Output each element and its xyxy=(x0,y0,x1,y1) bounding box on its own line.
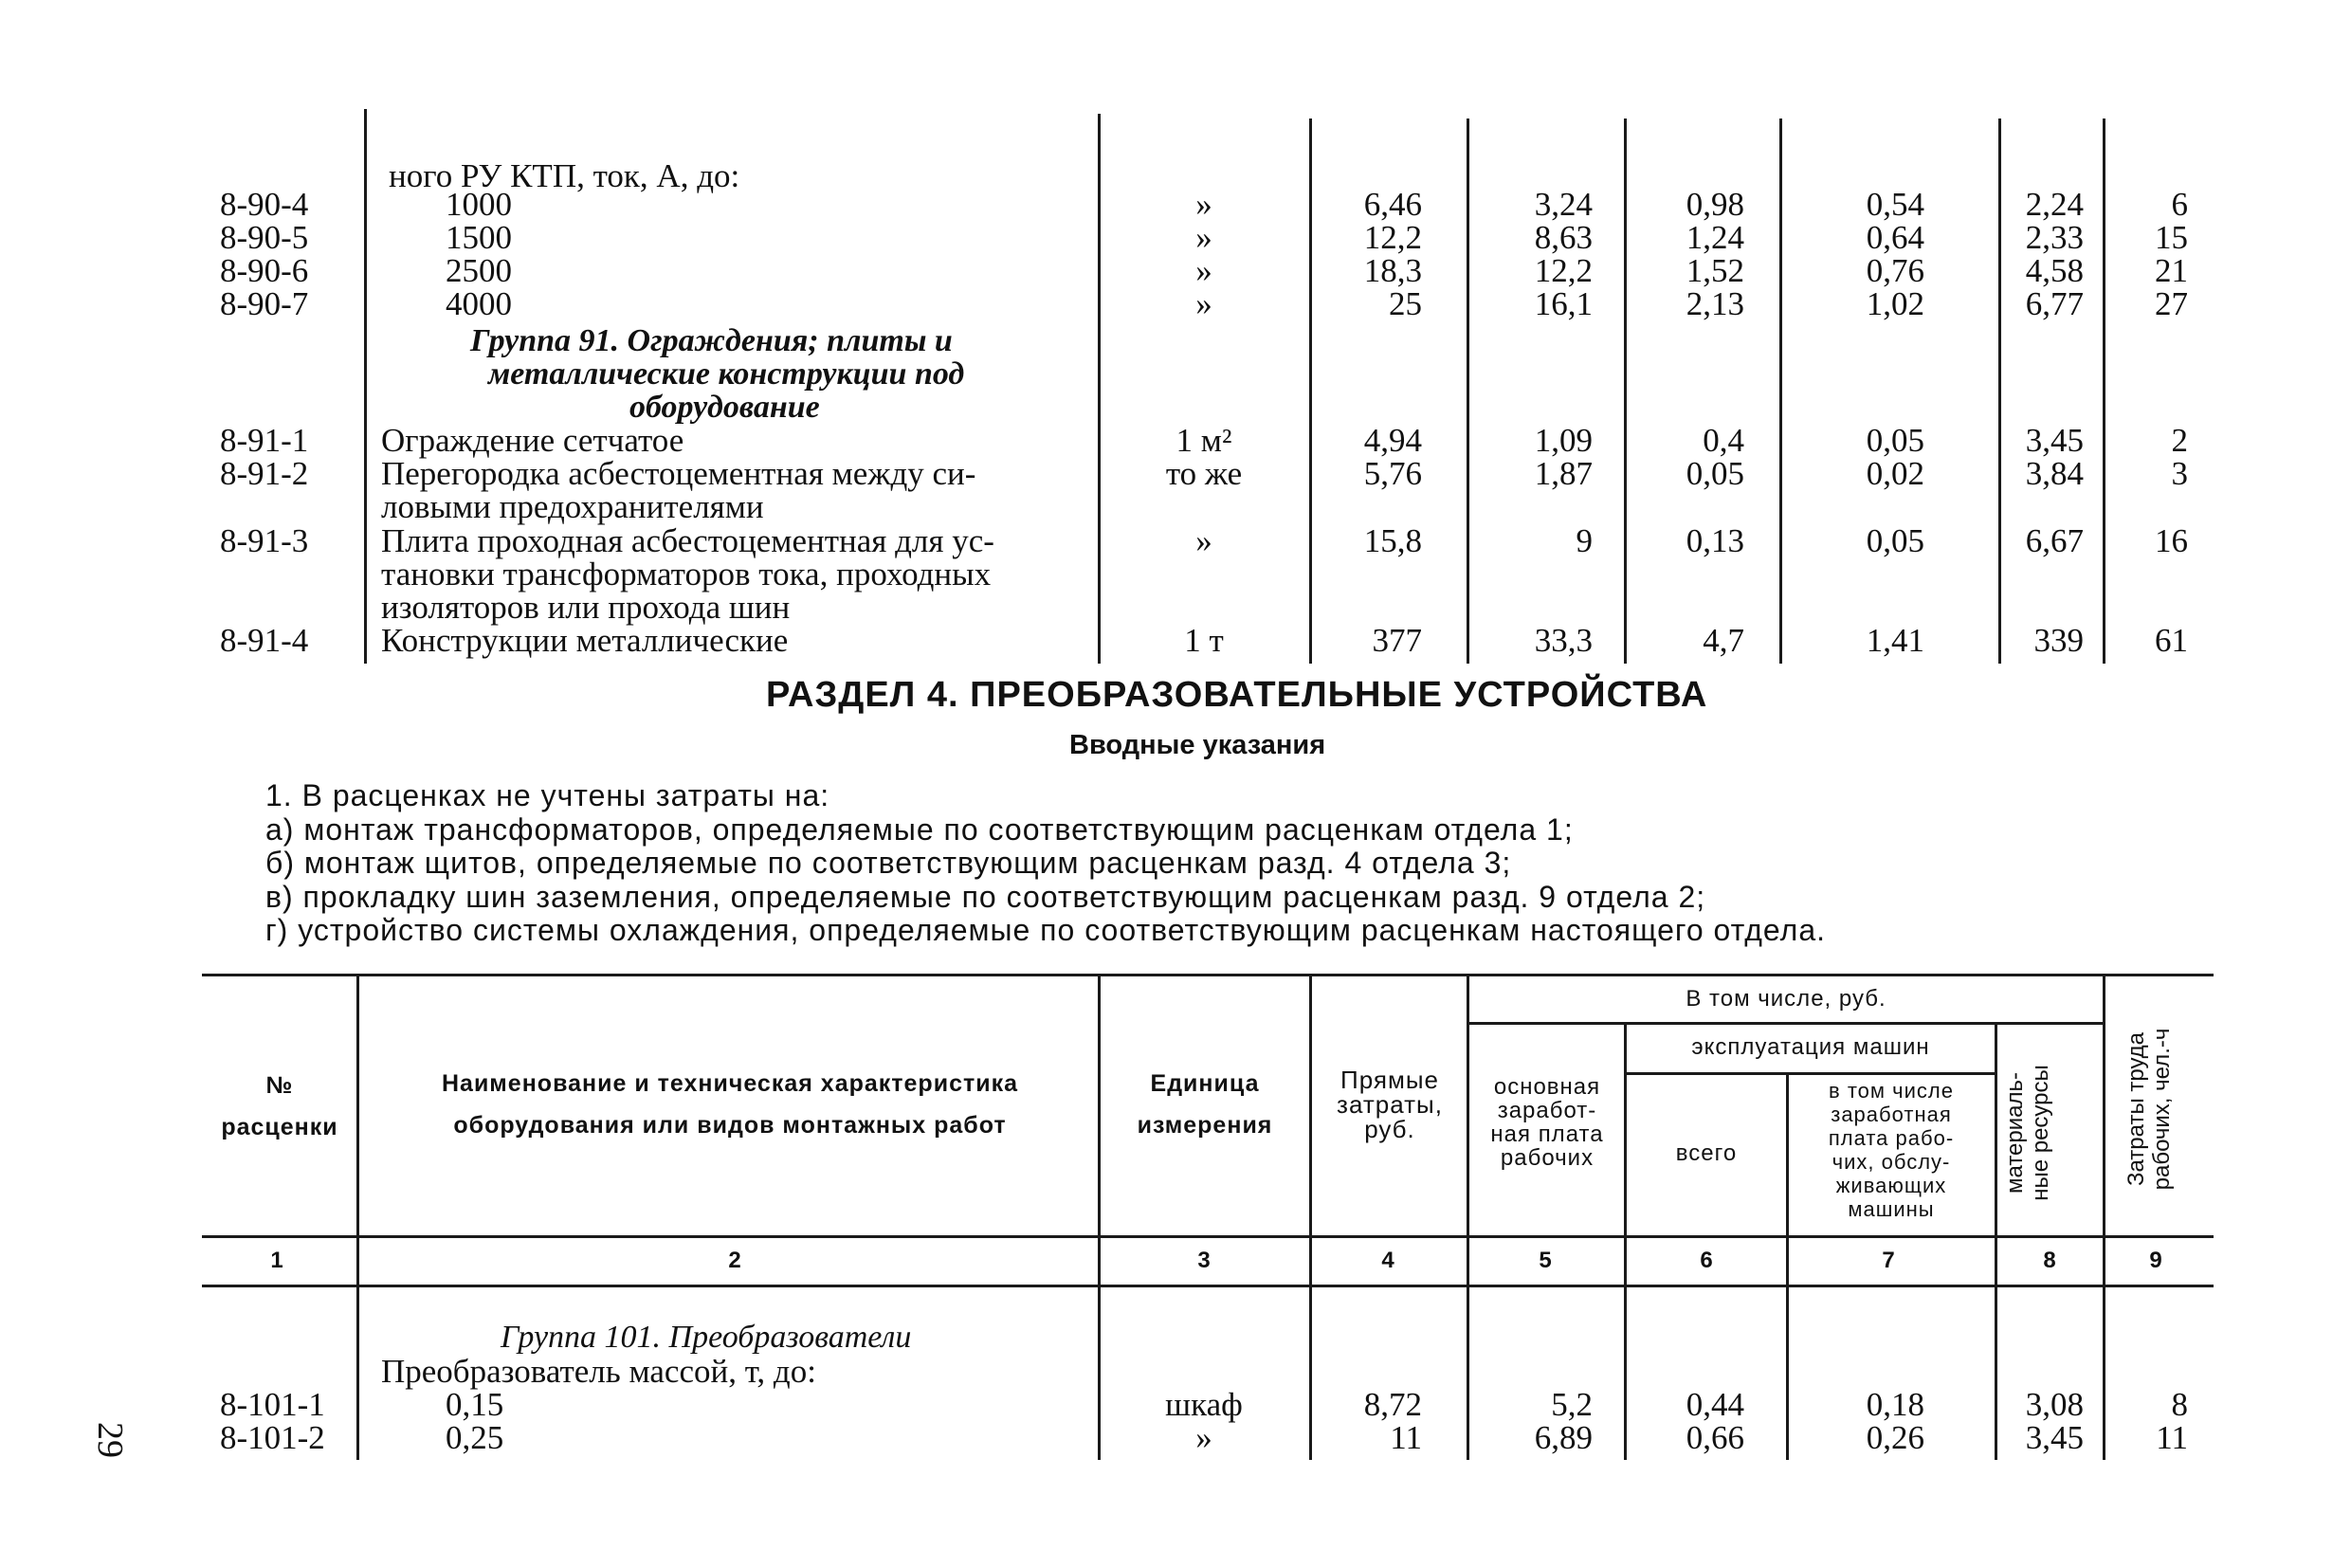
col-number-8: 8 xyxy=(2043,1248,2056,1273)
row-c-code: 8-101-2 xyxy=(220,1419,325,1456)
row-b-direct: 4,94 xyxy=(1363,422,1422,459)
row-a-mat: 2,33 xyxy=(2025,219,2084,256)
row-b-name-line: Ограждение сетчатое xyxy=(381,422,684,459)
row-b-unit: 1 т xyxy=(1184,622,1224,659)
row-a-mat: 6,77 xyxy=(2025,285,2084,322)
row-b-wage: 1,87 xyxy=(1534,455,1593,492)
row-c-mach_wage: 0,18 xyxy=(1866,1386,1924,1423)
row-b-mat: 3,84 xyxy=(2025,455,2084,492)
row-c-name: 0,15 xyxy=(446,1386,504,1423)
hdr-mach-wage: в том числе заработная плата рабо- чих, обслу- живающих машины xyxy=(1828,1079,1955,1221)
row-a-mach: 0,98 xyxy=(1686,186,1744,223)
col-number-4: 4 xyxy=(1381,1248,1394,1273)
row-a-code: 8-90-7 xyxy=(220,285,309,322)
row-a-mach_wage: 0,76 xyxy=(1866,252,1924,289)
row-b-name-line: ловыми предохранителями xyxy=(381,488,764,525)
row-a-labor: 6 xyxy=(2171,186,2188,223)
row-b-code: 8-91-2 xyxy=(220,455,309,492)
row-a-mach_wage: 1,02 xyxy=(1866,285,1924,322)
row-c-direct: 11 xyxy=(1390,1419,1422,1456)
row-c-labor: 8 xyxy=(2171,1386,2188,1423)
col-number-5: 5 xyxy=(1539,1248,1552,1273)
row-c-unit: » xyxy=(1195,1419,1212,1456)
hdr-num: № расценки xyxy=(221,1072,338,1140)
row-c-mat: 3,45 xyxy=(2025,1419,2084,1456)
row-b-mach_wage: 0,05 xyxy=(1866,522,1924,559)
row-b-direct: 15,8 xyxy=(1363,522,1422,559)
row-c-unit: шкаф xyxy=(1165,1386,1243,1423)
row-b-mach: 0,05 xyxy=(1686,455,1744,492)
row-c-direct: 8,72 xyxy=(1363,1386,1422,1423)
row-a-name: 4000 xyxy=(446,285,512,322)
row-b-mat: 6,67 xyxy=(2025,522,2084,559)
row-a-wage: 16,1 xyxy=(1534,285,1593,322)
row-c-wage: 6,89 xyxy=(1534,1419,1593,1456)
row-b-labor: 16 xyxy=(2155,522,2188,559)
intro-line-a: а) монтаж трансформаторов, определяемые по соответствующим расценкам отдела 1; xyxy=(265,812,1574,847)
row-b-mach_wage: 1,41 xyxy=(1866,622,1924,659)
row-b-name-line: изоляторов или прохода шин xyxy=(381,589,791,626)
row-a-direct: 12,2 xyxy=(1363,219,1422,256)
group91-line3: оборудование xyxy=(629,390,820,425)
row-b-wage: 9 xyxy=(1576,522,1593,559)
row-a-name: 1000 xyxy=(446,186,512,223)
col-number-1: 1 xyxy=(270,1248,283,1273)
row-a-wage: 12,2 xyxy=(1534,252,1593,289)
row-a-labor: 15 xyxy=(2155,219,2188,256)
row-b-unit: то же xyxy=(1165,455,1243,492)
row-b-name-line: тановки трансформаторов тока, проходных xyxy=(381,556,992,593)
intro-line-1: 1. В расценках не учтены затраты на: xyxy=(265,778,830,812)
row-b-name-line: Плита проходная асбестоцементная для ус- xyxy=(381,522,994,559)
row-a-unit: » xyxy=(1195,219,1212,256)
hdr-incl: В том числе, руб. xyxy=(1686,986,1886,1012)
hdr-direct: Прямые затраты, руб. xyxy=(1337,1066,1443,1143)
row-a-direct: 6,46 xyxy=(1363,186,1422,223)
row-b-unit: 1 м² xyxy=(1176,422,1232,459)
row-a-wage: 8,63 xyxy=(1534,219,1593,256)
row-b-mach_wage: 0,05 xyxy=(1866,422,1924,459)
row-b-mach: 4,7 xyxy=(1703,622,1744,659)
row-b-code: 8-91-4 xyxy=(220,622,309,659)
row-b-direct: 5,76 xyxy=(1363,455,1422,492)
row-b-mach: 0,4 xyxy=(1703,422,1744,459)
row-b-wage: 33,3 xyxy=(1534,622,1593,659)
row-a-unit: » xyxy=(1195,252,1212,289)
row-b-mach_wage: 0,02 xyxy=(1866,455,1924,492)
row-a-mach_wage: 0,64 xyxy=(1866,219,1924,256)
group101-title: Группа 101. Преобразователи xyxy=(501,1320,912,1355)
row-b-mach: 0,13 xyxy=(1686,522,1744,559)
row-a-mach_wage: 0,54 xyxy=(1866,186,1924,223)
intro-title: Вводные указания xyxy=(1069,730,1326,760)
hdr-labor: Затраты труда рабочих, чел.-ч xyxy=(2123,1028,2175,1191)
row-a-mach: 1,24 xyxy=(1686,219,1744,256)
intro-line-g: г) устройство системы охлаждения, определяемые по соответствующим расценкам настоящего отдела. xyxy=(265,913,1826,947)
row-b-direct: 377 xyxy=(1372,622,1422,659)
row-a-wage: 3,24 xyxy=(1534,186,1593,223)
intro-line-b: б) монтаж щитов, определяемые по соответствующим расценкам разд. 4 отдела 3; xyxy=(265,846,1512,880)
section-title: РАЗДЕЛ 4. ПРЕОБРАЗОВАТЕЛЬНЫЕ УСТРОЙСТВА xyxy=(766,675,1708,715)
row-b-labor: 61 xyxy=(2155,622,2188,659)
row-a-direct: 18,3 xyxy=(1363,252,1422,289)
row-b-wage: 1,09 xyxy=(1534,422,1593,459)
row-c-code: 8-101-1 xyxy=(220,1386,325,1423)
col-number-6: 6 xyxy=(1700,1248,1713,1273)
hdr-wage: основная заработ- ная плата рабочих xyxy=(1490,1074,1604,1171)
col-number-7: 7 xyxy=(1882,1248,1895,1273)
row-a-code: 8-90-6 xyxy=(220,252,309,289)
row-a-code: 8-90-5 xyxy=(220,219,309,256)
col-number-2: 2 xyxy=(728,1248,741,1273)
row-a-labor: 21 xyxy=(2155,252,2188,289)
row-b-mat: 3,45 xyxy=(2025,422,2084,459)
row-a-unit: » xyxy=(1195,285,1212,322)
row-a-mat: 2,24 xyxy=(2025,186,2084,223)
row-b-name-line: Конструкции металлические xyxy=(381,622,789,659)
row-a-code: 8-90-4 xyxy=(220,186,309,223)
hdr-exploit: эксплуатация машин xyxy=(1691,1034,1930,1060)
row-c-mach: 0,44 xyxy=(1686,1386,1744,1423)
row-b-mat: 339 xyxy=(2033,622,2084,659)
intro-line-v: в) прокладку шин заземления, определяемые по соответствующим расценкам разд. 9 отдела 2; xyxy=(265,880,1706,914)
header-continuation: ного РУ КТП, ток, А, до: xyxy=(389,157,740,194)
row-b-labor: 2 xyxy=(2171,422,2188,459)
row-a-mat: 4,58 xyxy=(2025,252,2084,289)
group91-line2: металлические конструкции под xyxy=(488,356,965,392)
row-b-labor: 3 xyxy=(2171,455,2188,492)
row-c-name: 0,25 xyxy=(446,1419,504,1456)
row-c-mach: 0,66 xyxy=(1686,1419,1744,1456)
row-b-code: 8-91-3 xyxy=(220,522,309,559)
row-a-labor: 27 xyxy=(2155,285,2188,322)
group91-line1: Группа 91. Ограждения; плиты и xyxy=(470,323,953,358)
hdr-mat: материаль- ные ресурсы xyxy=(2002,1065,2053,1201)
row-a-name: 1500 xyxy=(446,219,512,256)
hdr-unit: Единица измерения xyxy=(1137,1070,1273,1139)
col-number-9: 9 xyxy=(2149,1248,2162,1273)
row-c-wage: 5,2 xyxy=(1551,1386,1593,1423)
row-a-name: 2500 xyxy=(446,252,512,289)
group101-subtitle: Преобразователь массой, т, до: xyxy=(381,1353,816,1390)
hdr-name: Наименование и техническая характеристика оборудования или видов монтажных работ xyxy=(441,1070,1019,1139)
col-number-3: 3 xyxy=(1197,1248,1211,1273)
row-b-code: 8-91-1 xyxy=(220,422,309,459)
row-b-unit: » xyxy=(1195,522,1212,559)
row-b-name-line: Перегородка асбестоцементная между си- xyxy=(381,455,976,492)
row-a-mach: 1,52 xyxy=(1686,252,1744,289)
row-c-mach_wage: 0,26 xyxy=(1866,1419,1924,1456)
row-a-direct: 25 xyxy=(1389,285,1422,322)
row-a-mach: 2,13 xyxy=(1686,285,1744,322)
page-number: 29 xyxy=(90,1422,130,1458)
row-a-unit: » xyxy=(1195,186,1212,223)
row-c-labor: 11 xyxy=(2156,1419,2188,1456)
row-c-mat: 3,08 xyxy=(2025,1386,2084,1423)
hdr-total: всего xyxy=(1675,1140,1738,1166)
